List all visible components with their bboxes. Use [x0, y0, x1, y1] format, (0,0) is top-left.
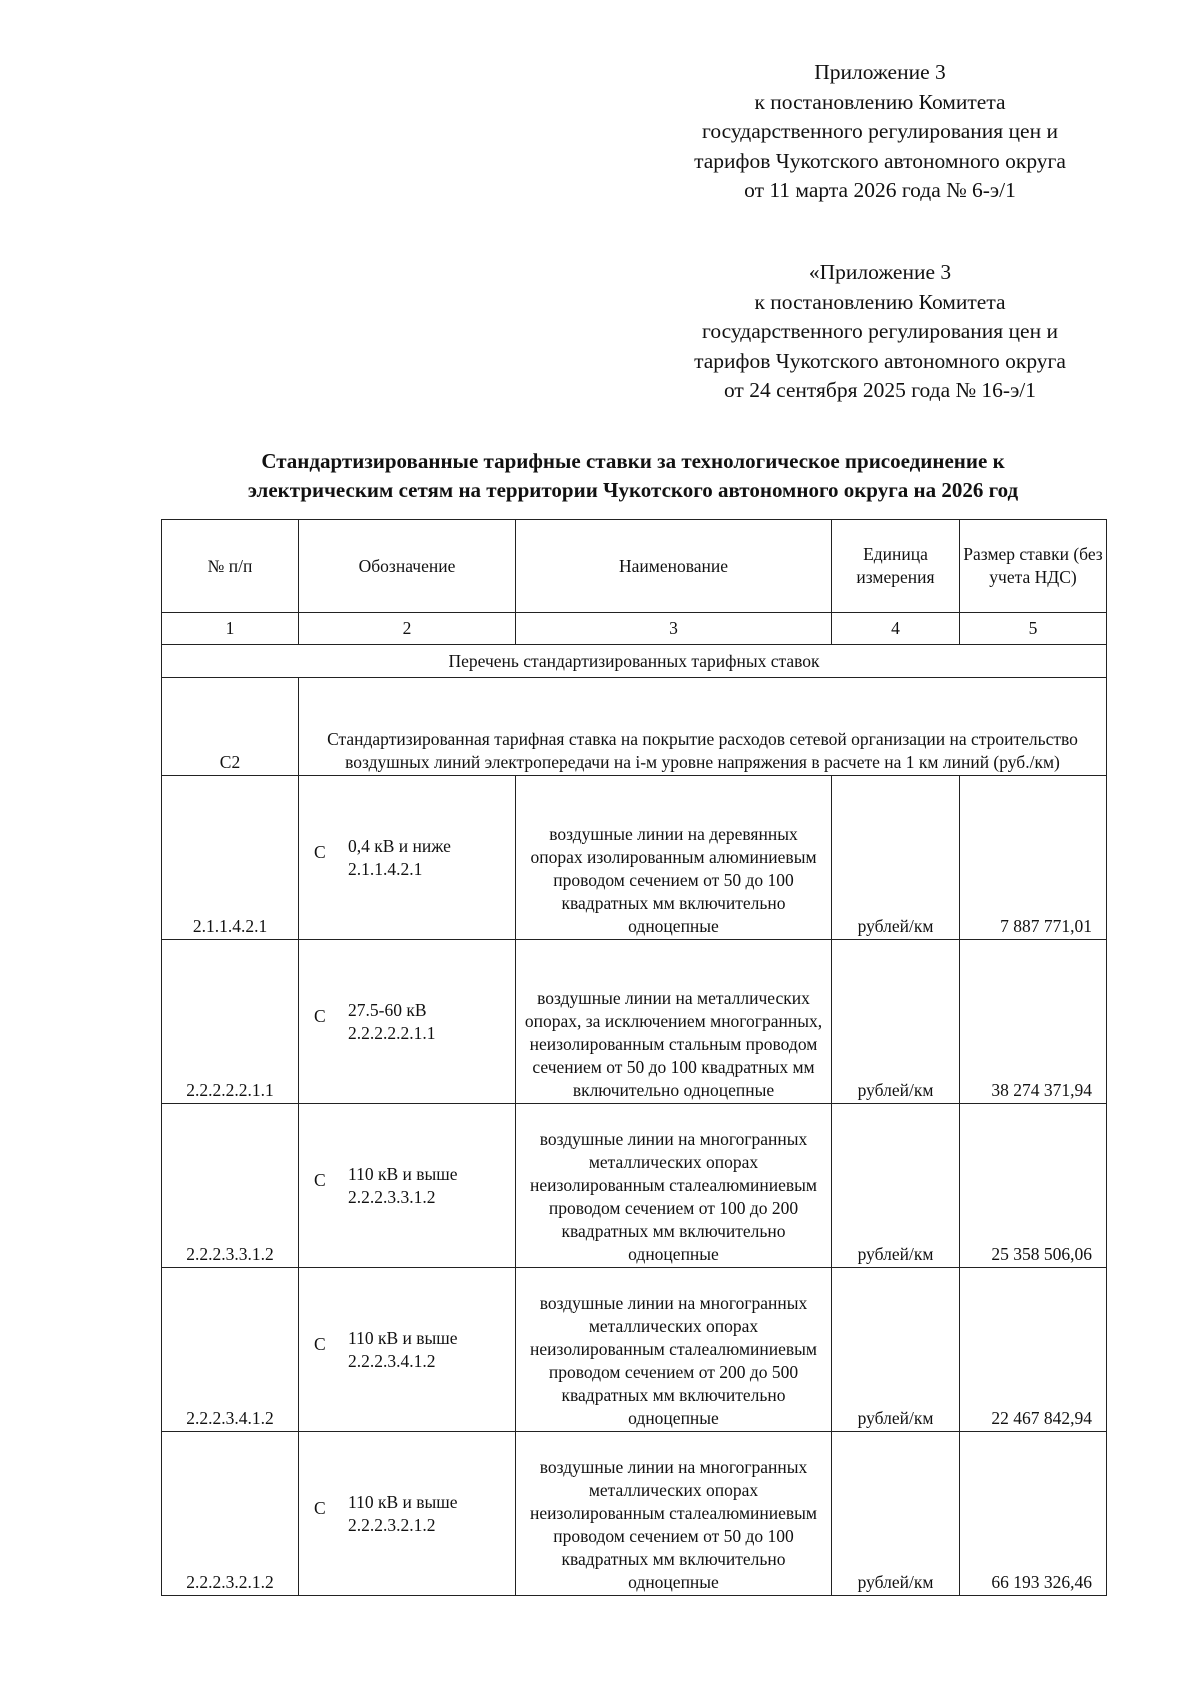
row-description: воздушные линии на многогранных металлических опорах неизолированным сталеалюминиевым проводом сечением от 100 до 200 квадратных мм включительно одноцепные — [516, 1104, 832, 1268]
title-line: Стандартизированные тарифные ставки за технологическое присоединение к — [261, 449, 1005, 473]
appendix-line: от 24 сентября 2025 года № 16-э/1 — [723, 378, 1037, 402]
designation-voltage: 27.5-60 кВ — [348, 999, 427, 1020]
designation-code: 2.1.1.4.2.1 — [348, 858, 423, 879]
column-number: 4 — [832, 613, 960, 645]
header-rate: Размер ставки (без учета НДС) — [960, 520, 1107, 613]
designation-letter: С — [314, 1169, 326, 1190]
row-designation — [299, 1268, 516, 1432]
header-designation: Обозначение — [299, 520, 516, 613]
row-unit: рублей/км — [832, 1268, 960, 1432]
appendix-line: тарифов Чукотского автономного округа — [694, 348, 1066, 373]
row-rate: 22 467 842,94 — [960, 1268, 1107, 1432]
row-rate: 7 887 771,01 — [960, 776, 1107, 940]
row-designation — [299, 1432, 516, 1596]
appendix-current-header — [660, 58, 1100, 206]
row-rate: 66 193 326,46 — [960, 1432, 1107, 1596]
designation-code: 2.2.2.3.2.1.2 — [348, 1514, 436, 1535]
row-unit: рублей/км — [832, 1432, 960, 1596]
row-unit: рублей/км — [832, 1104, 960, 1268]
designation-code: 2.2.2.3.3.1.2 — [348, 1186, 436, 1207]
row-num: 2.2.2.3.3.1.2 — [162, 1104, 299, 1268]
designation-voltage: 110 кВ и выше — [348, 1163, 458, 1184]
column-number: 3 — [516, 613, 832, 645]
row-num: 2.1.1.4.2.1 — [162, 776, 299, 940]
row-description: воздушные линии на многогранных металлических опорах неизолированным сталеалюминиевым проводом сечением от 50 до 100 квадратных мм включительно одноцепные — [516, 1432, 832, 1596]
row-description: воздушные линии на деревянных опорах изолированным алюминиевым проводом сечением от 50 до 100 квадратных мм включительно одноцепные — [516, 776, 832, 940]
column-number: 5 — [960, 613, 1107, 645]
header-unit: Единица измерения — [832, 520, 960, 613]
designation-letter: С — [314, 841, 326, 862]
appendix-line: государственного регулирования цен и — [702, 119, 1058, 143]
document-title — [160, 447, 1106, 505]
header-num: № п/п — [162, 520, 299, 613]
row-description: воздушные линии на многогранных металлических опорах неизолированным сталеалюминиевым проводом сечением от 200 до 500 квадратных мм включительно одноцепные — [516, 1268, 832, 1432]
table-header-row — [162, 520, 1107, 613]
designation-voltage: 0,4 кВ и ниже — [348, 835, 451, 856]
rates-table — [161, 519, 1107, 1596]
designation-letter: С — [314, 1497, 326, 1518]
header-name: Наименование — [516, 520, 832, 613]
designation-letter: С — [314, 1005, 326, 1026]
appendix-line: к постановлению Комитета — [754, 89, 1006, 114]
row-num: 2.2.2.2.2.1.1 — [162, 940, 299, 1104]
designation-letter: С — [314, 1333, 326, 1354]
row-designation — [299, 1104, 516, 1268]
column-number: 2 — [299, 613, 516, 645]
group-row — [162, 678, 1107, 776]
row-rate: 25 358 506,06 — [960, 1104, 1107, 1268]
column-number: 1 — [162, 613, 299, 645]
section-title: Перечень стандартизированных тарифных ставок — [162, 645, 1107, 678]
row-unit: рублей/км — [832, 940, 960, 1104]
appendix-line: государственного регулирования цен и — [702, 319, 1058, 343]
appendix-line: Приложение 3 — [814, 60, 946, 84]
table-row — [162, 1268, 1107, 1432]
appendix-line: тарифов Чукотского автономного округа — [694, 148, 1066, 173]
title-line: электрическим сетям на территории Чукотского автономного округа на 2026 год — [247, 478, 1019, 502]
row-num: 2.2.2.3.2.1.2 — [162, 1432, 299, 1596]
appendix-line: от 11 марта 2026 года № 6-э/1 — [744, 178, 1016, 202]
row-rate: 38 274 371,94 — [960, 940, 1107, 1104]
designation-voltage: 110 кВ и выше — [348, 1327, 458, 1348]
group-description: Стандартизированная тарифная ставка на покрытие расходов сетевой организации на строительство воздушных линий электропередачи на i-м уровне напряжения в расчете на 1 км линий (руб./км) — [299, 678, 1107, 776]
table-row — [162, 1432, 1107, 1596]
appendix-line: «Приложение 3 — [808, 260, 952, 284]
table-row — [162, 940, 1107, 1104]
appendix-line: к постановлению Комитета — [754, 289, 1006, 314]
row-unit: рублей/км — [832, 776, 960, 940]
table-row — [162, 776, 1107, 940]
appendix-previous-header — [660, 258, 1100, 406]
group-code: С2 — [162, 678, 299, 776]
designation-code: 2.2.2.3.4.1.2 — [348, 1350, 436, 1371]
row-designation — [299, 940, 516, 1104]
row-designation — [299, 776, 516, 940]
row-num: 2.2.2.3.4.1.2 — [162, 1268, 299, 1432]
section-row — [162, 645, 1107, 678]
column-number-row — [162, 613, 1107, 645]
designation-voltage: 110 кВ и выше — [348, 1491, 458, 1512]
designation-code: 2.2.2.2.2.1.1 — [348, 1022, 436, 1043]
table-row — [162, 1104, 1107, 1268]
row-description: воздушные линии на металлических опорах, за исключением многогранных, неизолированным стальным проводом сечением от 50 до 100 квадратных мм включительно одноцепные — [516, 940, 832, 1104]
